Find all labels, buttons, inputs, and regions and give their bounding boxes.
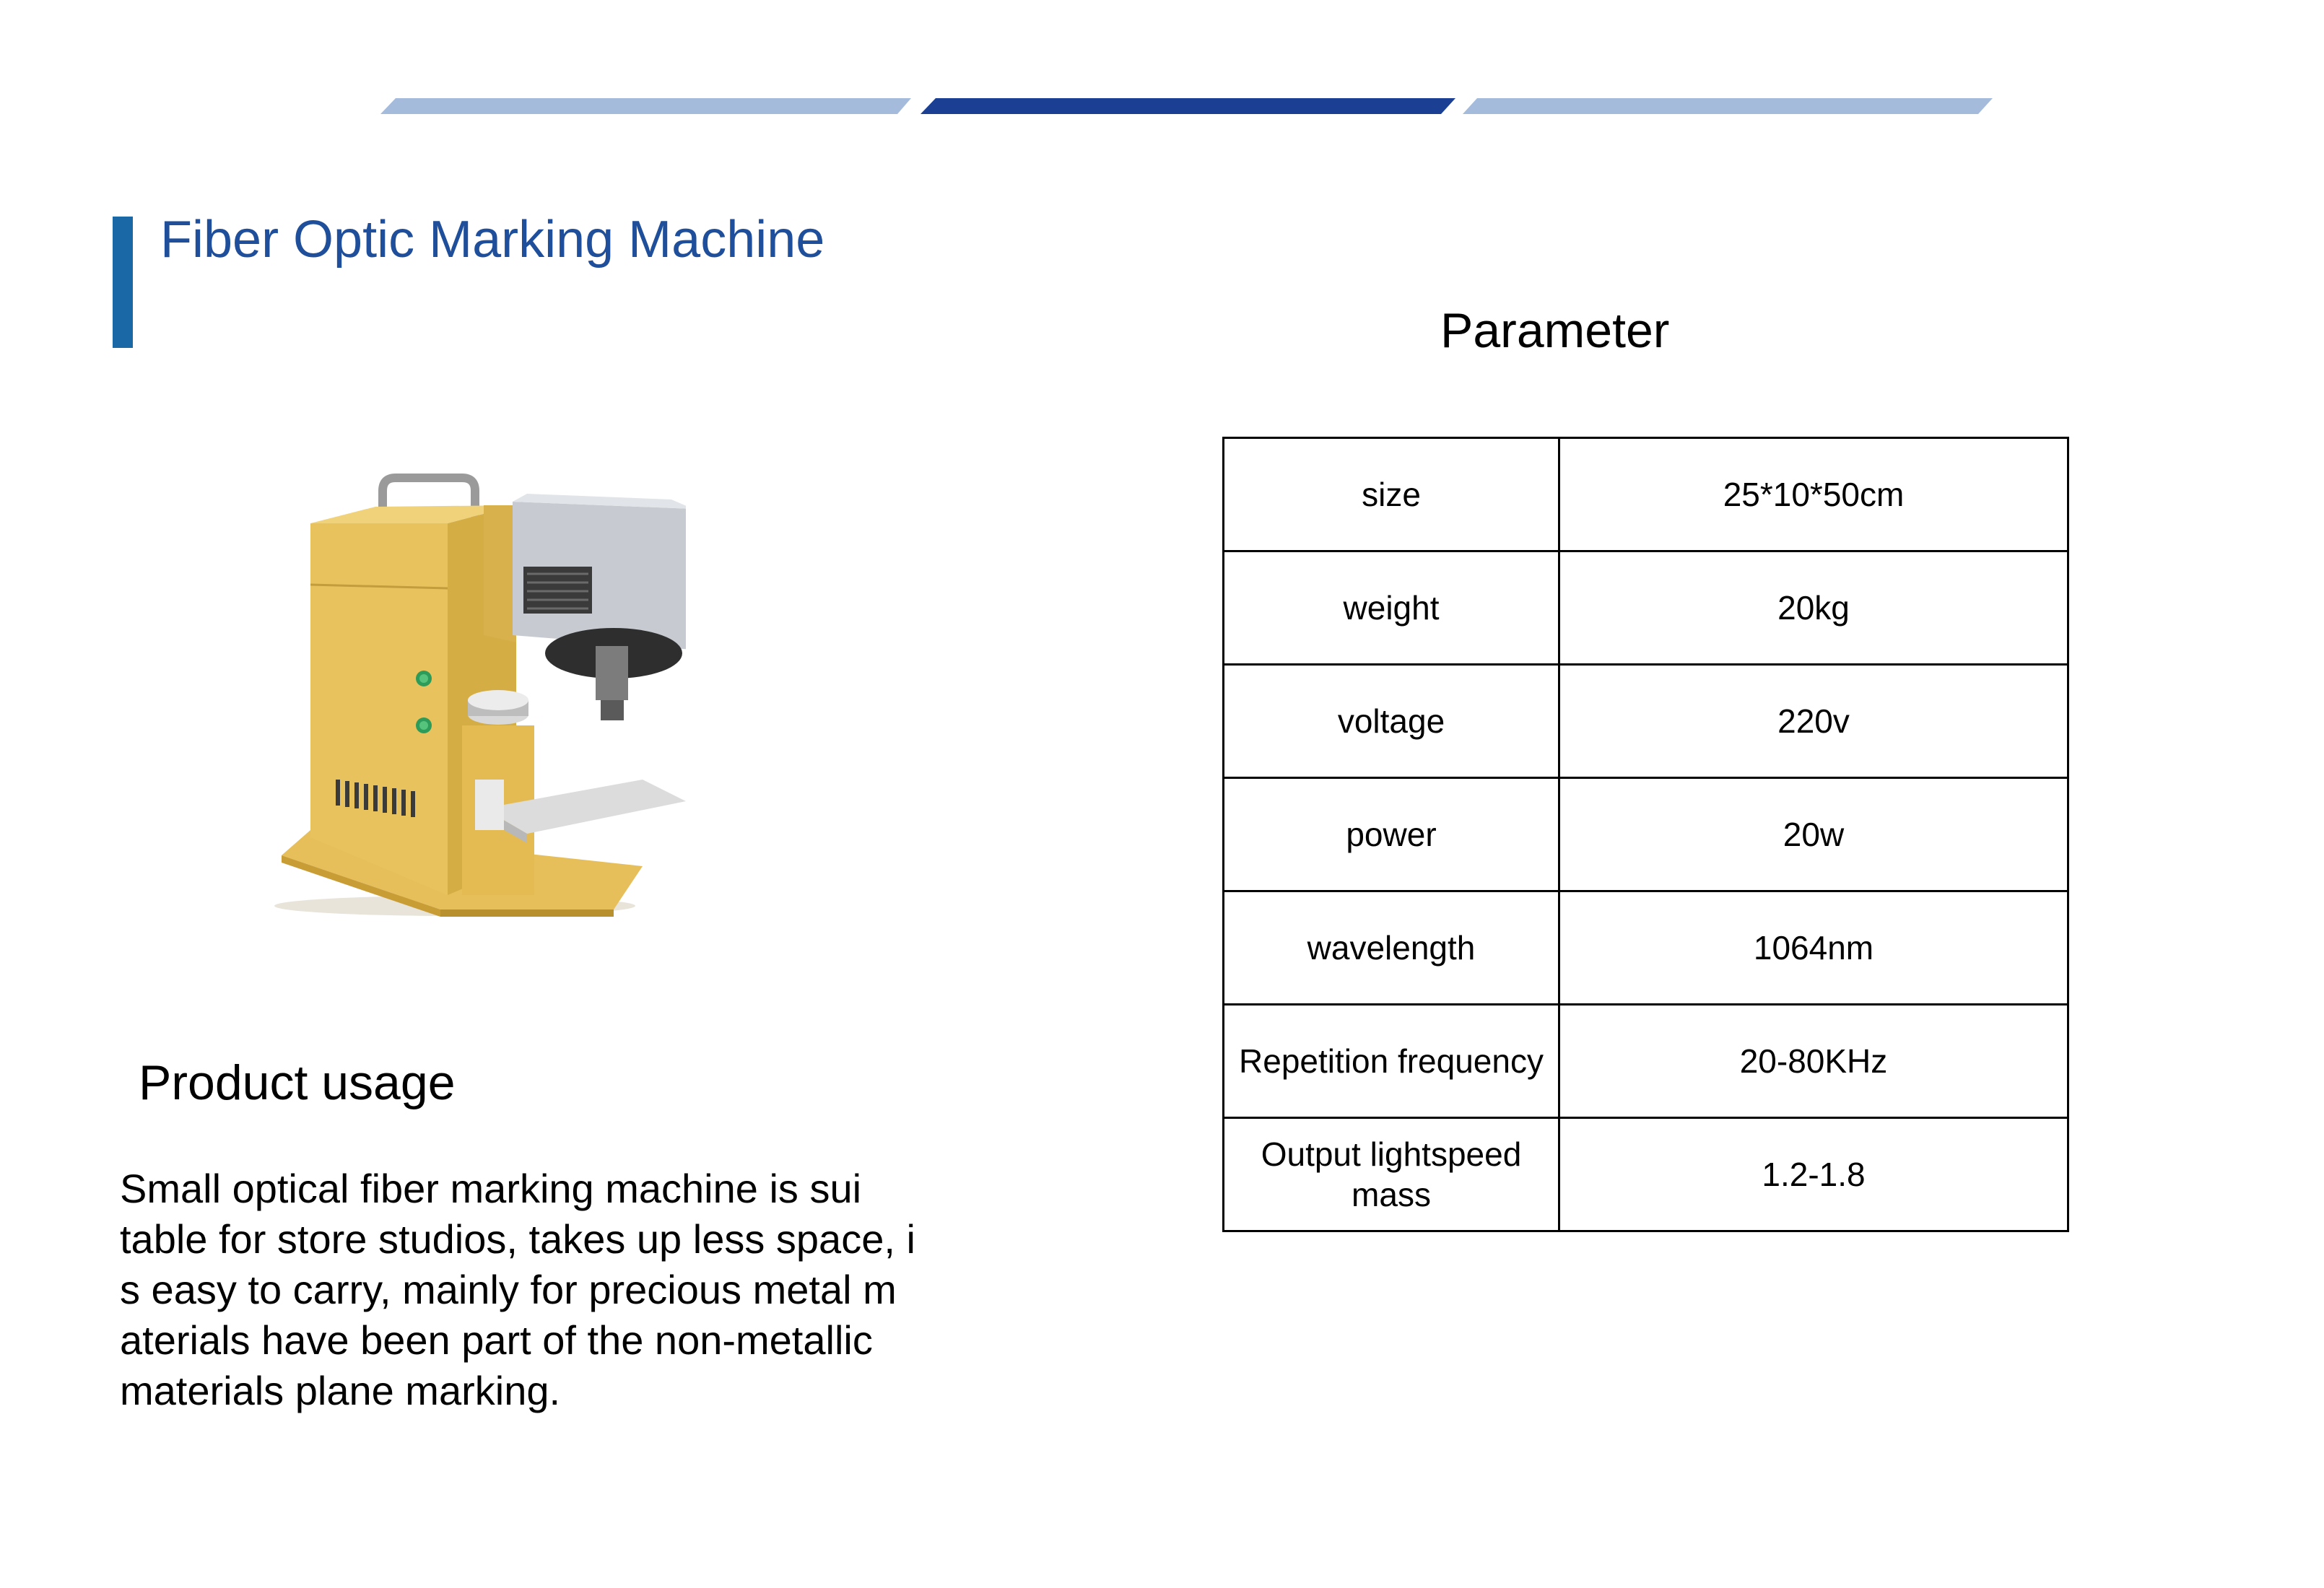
parameter-heading: Parameter: [1440, 303, 1670, 358]
parameter-label: voltage: [1224, 665, 1559, 778]
parameter-value: 20-80KHz: [1559, 1005, 2068, 1118]
parameter-label: Repetition frequency: [1224, 1005, 1559, 1118]
parameter-value: 25*10*50cm: [1559, 438, 2068, 551]
parameter-value: 220v: [1559, 665, 2068, 778]
page-title: Fiber Optic Marking Machine: [160, 211, 825, 269]
parameter-value: 20w: [1559, 778, 2068, 891]
parameter-value: 1064nm: [1559, 891, 2068, 1005]
usage-description: Small optical fiber marking machine is sui table for store studios, takes up less space, i s easy to carry, mainly for precious metal m aterials have been part of the non-metallic materials plane marking.: [120, 1166, 915, 1413]
header-decoration-bars: [0, 0, 2324, 144]
header-bar-center: [921, 98, 1455, 114]
table-row: [1224, 1118, 2068, 1231]
usage-heading: Product usage: [139, 1055, 456, 1110]
table-row: [1224, 551, 2068, 665]
header-bar-left: [380, 98, 911, 114]
table-row: [1224, 891, 2068, 1005]
parameter-label: weight: [1224, 551, 1559, 665]
table-row: [1224, 665, 2068, 778]
parameter-label: size: [1224, 438, 1559, 551]
table-row: [1224, 778, 2068, 891]
parameter-table: [1222, 437, 2069, 1232]
header-bar-right: [1463, 98, 1993, 114]
parameter-label: Output lightspeed mass: [1224, 1118, 1559, 1231]
table-row: [1224, 438, 2068, 551]
parameter-label: wavelength: [1224, 891, 1559, 1005]
table-row: [1224, 1005, 2068, 1118]
parameter-value: 1.2-1.8: [1559, 1118, 2068, 1231]
parameter-value: 20kg: [1559, 551, 2068, 665]
title-accent-bar: [113, 217, 133, 348]
laser-marking-machine-image: [267, 462, 686, 924]
parameter-label: power: [1224, 778, 1559, 891]
